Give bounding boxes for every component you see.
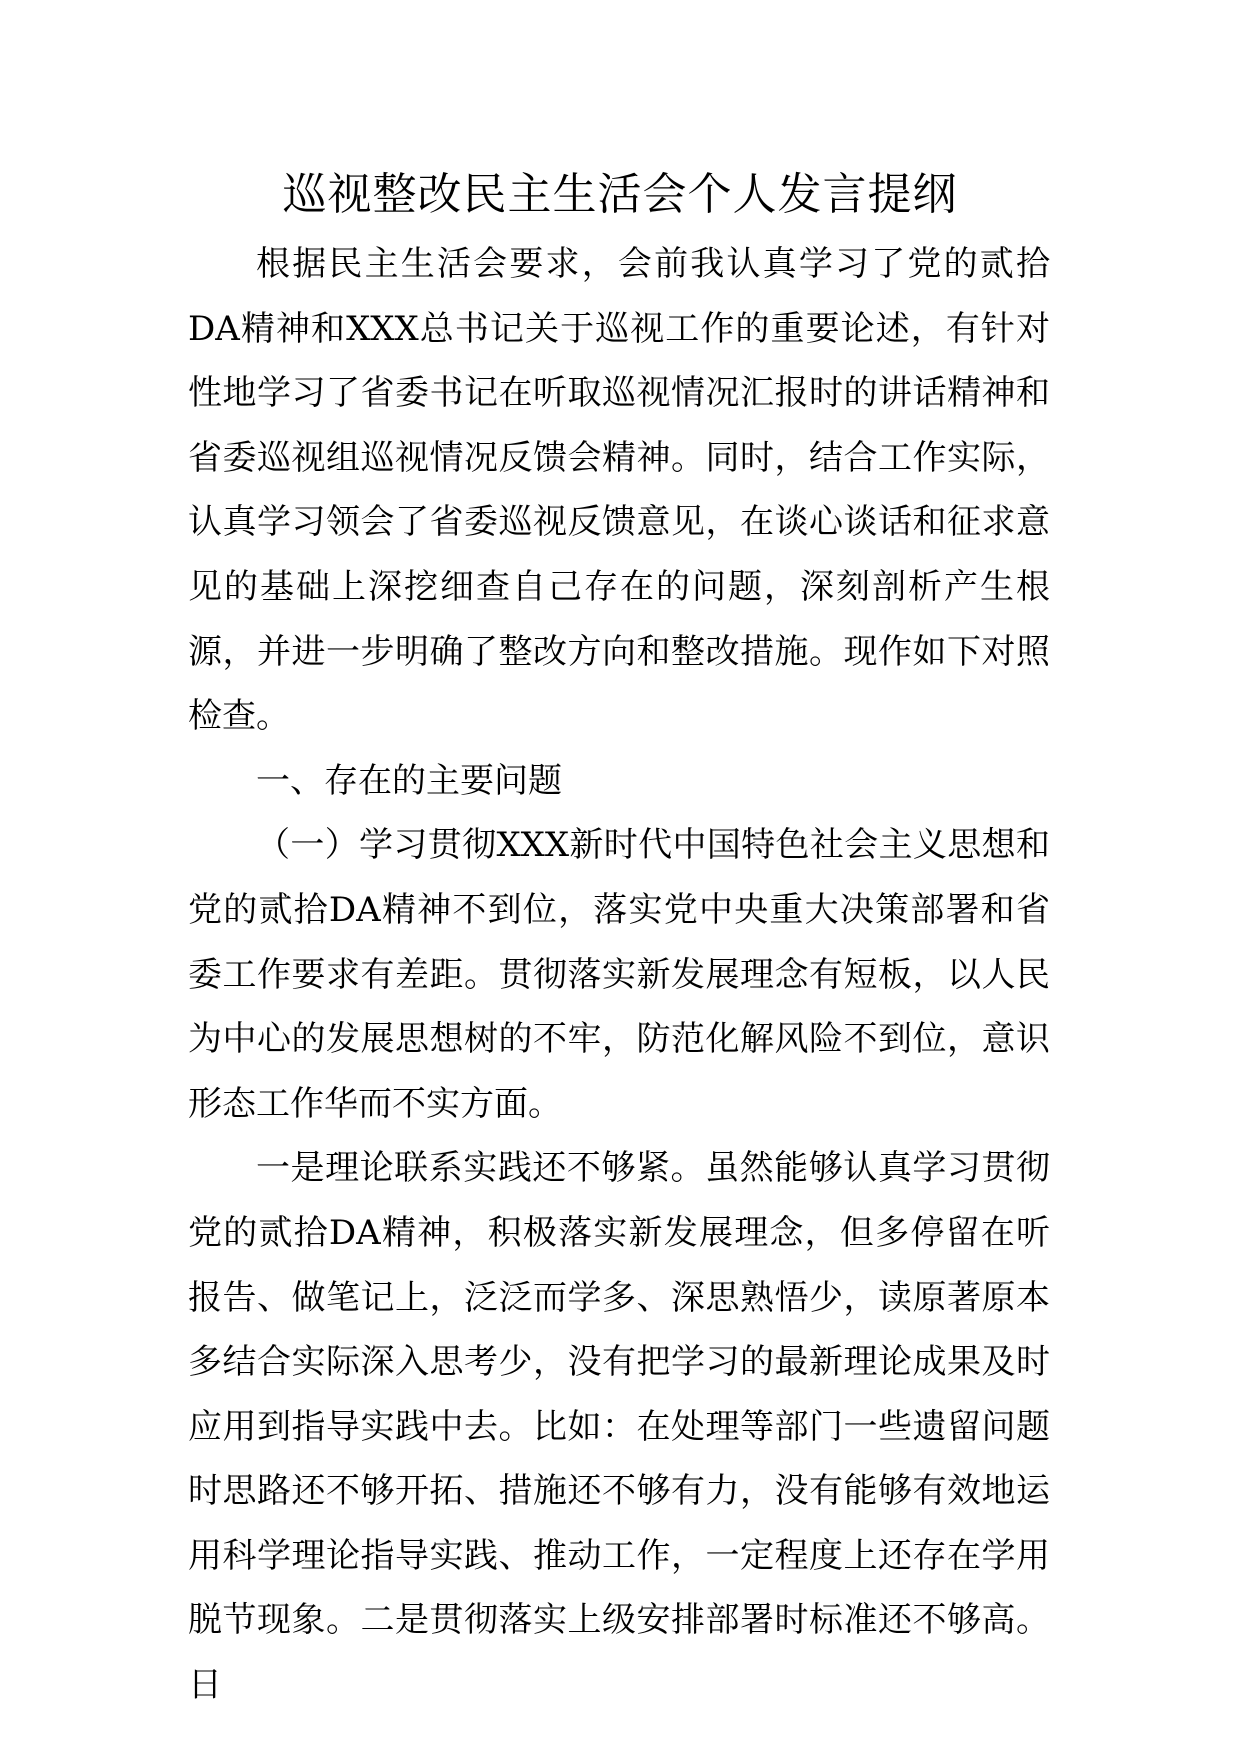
paragraph-subsection-one: （一）学习贯彻XXX新时代中国特色社会主义思想和党的贰拾DA精神不到位，落实党中央重大决策部署和省委工作要求有差距。贯彻落实新发展理念有短板，以人民为中心的发展思想树的不牢，防范化解风险不到位，意识形态工作华而不实方面。 <box>188 825 1050 1124</box>
section-heading-main-problems: 一、存在的主要问题 <box>256 760 562 801</box>
paragraph-point-one: 一是理论联系实践还不够紧。虽然能够认真学习贯彻党的贰拾DA精神，积极落实新发展理念，但多停留在听报告、做笔记上，泛泛而学多、深思熟悟少，读原著原本多结合实际深入思考少，没有把学习的最新理论成果及时应用到指导实践中去。比如：在处理等部门一些遗留问题时思路还不够开拓、措施还不够有力，没有能够有效地运用科学理论指导实践、推动工作，一定程度上还存在学用脱节现象。二是贯彻落实上级安排部署时标准还不够高。日 <box>188 1148 1050 1706</box>
paragraph-intro: 根据民主生活会要求，会前我认真学习了党的贰拾DA精神和XXX总书记关于巡视工作的重要论述，有针对性地学习了省委书记在听取巡视情况汇报时的讲话精神和省委巡视组巡视情况反馈会精神。同时，结合工作实际，认真学习领会了省委巡视反馈意见，在谈心谈话和征求意见的基础上深挖细查自己存在的问题，深刻剖析产生根源，并进一步明确了整改方向和整改措施。现作如下对照检查。 <box>188 244 1050 737</box>
document-body <box>188 232 1050 1718</box>
document-title: 巡视整改民主生活会个人发言提纲 <box>282 169 958 220</box>
